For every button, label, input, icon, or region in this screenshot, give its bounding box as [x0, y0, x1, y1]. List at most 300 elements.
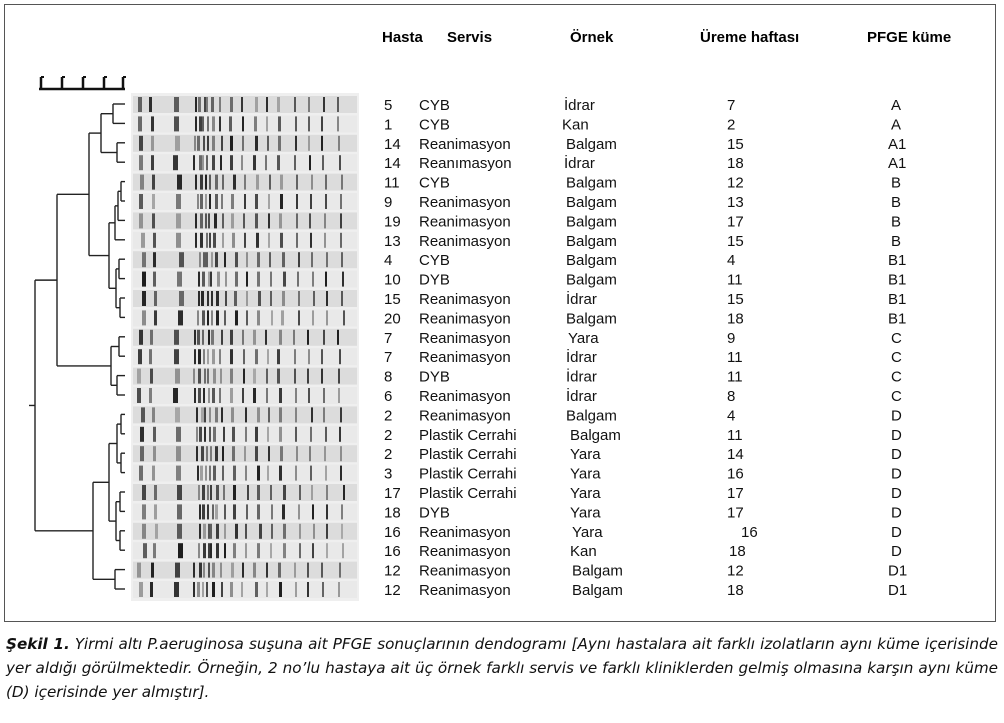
gel-lane	[133, 562, 357, 579]
gel-lane-bg	[133, 503, 357, 520]
gel-band	[255, 213, 258, 228]
cell-hasta: 2	[384, 407, 393, 425]
cell-servis: CYB	[419, 174, 450, 192]
cell-ornek: Balgam	[566, 271, 617, 289]
gel-band	[202, 155, 204, 170]
gel-band	[311, 175, 313, 190]
cell-ureme: 18	[727, 310, 744, 328]
gel-band	[142, 504, 146, 519]
gel-band	[174, 116, 179, 131]
gel-band	[215, 252, 218, 267]
gel-band	[204, 407, 206, 422]
gel-band	[341, 252, 343, 267]
gel-band	[255, 349, 258, 364]
gel-band	[230, 582, 233, 597]
gel-band	[241, 97, 243, 112]
gel-band	[221, 330, 223, 345]
cell-ureme: 15	[727, 291, 744, 308]
gel-band	[142, 272, 146, 287]
table-row	[384, 368, 902, 386]
gel-band	[193, 563, 195, 578]
header-ureme-haftasi: Üreme haftası	[700, 29, 800, 46]
cell-pfge: D	[891, 543, 902, 561]
gel-band	[340, 407, 342, 422]
gel-band	[198, 272, 200, 287]
gel-band	[142, 252, 146, 267]
gel-band	[215, 446, 218, 461]
gel-band	[230, 330, 233, 345]
gel-band	[279, 213, 282, 228]
gel-lane	[133, 387, 357, 404]
gel-band	[150, 369, 153, 384]
gel-band	[234, 291, 237, 306]
cell-ureme: 4	[727, 252, 736, 270]
gel-band	[339, 427, 341, 442]
cell-ornek: İdrar	[566, 368, 597, 386]
gel-lane	[133, 503, 357, 520]
gel-band	[296, 446, 298, 461]
gel-band	[206, 252, 208, 267]
gel-band	[324, 446, 326, 461]
table-row	[384, 485, 902, 502]
gel-band	[221, 136, 223, 151]
gel-band	[231, 213, 234, 228]
cell-ureme: 15	[727, 135, 744, 153]
cell-hasta: 3	[384, 465, 393, 483]
gel-band	[207, 369, 209, 384]
gel-band	[295, 388, 297, 403]
gel-band	[230, 97, 233, 112]
gel-band	[214, 213, 217, 228]
gel-band	[337, 116, 339, 131]
gel-band	[211, 97, 214, 112]
gel-band	[222, 213, 224, 228]
gel-band	[179, 252, 184, 267]
gel-lane-bg	[133, 115, 357, 132]
gel-band	[139, 582, 143, 597]
gel-band	[153, 252, 156, 267]
gel-band	[140, 175, 144, 190]
gel-band	[202, 504, 205, 519]
gel-lane	[133, 232, 357, 249]
table-row	[384, 136, 906, 153]
table-row	[384, 213, 901, 230]
gel-band	[244, 446, 246, 461]
cell-ureme: 16	[741, 523, 758, 541]
cell-hasta: 16	[384, 523, 401, 541]
table-row	[384, 348, 902, 366]
gel-band	[279, 582, 282, 597]
gel-band	[325, 466, 327, 481]
gel-band	[141, 407, 145, 422]
gel-band	[209, 194, 211, 209]
gel-band	[202, 582, 204, 597]
gel-band	[140, 446, 144, 461]
gel-band	[326, 291, 328, 306]
gel-lane	[133, 523, 357, 540]
gel-band	[309, 155, 311, 170]
gel-band	[313, 524, 315, 539]
cell-hasta: 15	[384, 291, 401, 308]
gel-band	[278, 116, 281, 131]
gel-band	[241, 582, 243, 597]
gel-band	[341, 504, 343, 519]
cell-ureme: 12	[727, 174, 744, 192]
cell-hasta: 19	[384, 213, 401, 231]
cell-ornek: Yara	[568, 329, 599, 347]
gel-band	[342, 272, 344, 287]
gel-band	[139, 213, 143, 228]
gel-band	[279, 466, 282, 481]
cell-pfge: B	[891, 194, 902, 211]
cell-pfge: B	[891, 213, 902, 231]
gel-band	[308, 136, 310, 151]
gel-band	[140, 427, 144, 442]
gel-band	[283, 543, 286, 558]
gel-band	[202, 310, 205, 325]
gel-band	[219, 388, 221, 403]
gel-band	[230, 388, 233, 403]
gel-band	[296, 213, 298, 228]
cell-hasta: 17	[384, 485, 401, 502]
gel-band	[278, 563, 281, 578]
caption-text: Yirmi altı P.aeruginosa suşuna ait PFGE sonuçlarının dendogramı [Aynı hastalara ait farklı izolatların aynı küme içerisinde yer aldığı görülmektedir. Örneğin, 2 no’lu hastaya ait üç örnek farklı servis ve farklı kliniklerden gelmiş olmasına karşın aynı küme (D) içerisinde yer almıştır].	[6, 635, 998, 701]
gel-band	[338, 136, 340, 151]
cell-hasta: 8	[384, 368, 393, 386]
gel-band	[212, 349, 215, 364]
cell-pfge: A1	[888, 155, 907, 173]
cell-ureme: 7	[727, 97, 736, 114]
gel-band	[325, 427, 327, 442]
cell-hasta: 7	[384, 329, 393, 347]
cell-hasta: 18	[384, 504, 401, 522]
cell-ornek: Balgam	[566, 135, 617, 153]
cell-ornek: İdrar	[564, 97, 595, 114]
gel-lane	[133, 96, 357, 113]
table-row	[384, 154, 906, 172]
cell-pfge: C	[891, 368, 902, 386]
cell-pfge: D	[891, 523, 902, 541]
gel-band	[139, 136, 143, 151]
gel-band	[298, 504, 300, 519]
cell-ornek: İdrar	[566, 349, 597, 367]
cell-servis: CYB	[419, 252, 450, 270]
cell-pfge: D	[891, 504, 902, 522]
gel-band	[339, 155, 341, 170]
gel-band	[142, 524, 146, 539]
cell-pfge: D	[891, 485, 902, 502]
gel-band	[200, 466, 203, 481]
table-row	[384, 446, 902, 463]
gel-band	[308, 116, 310, 131]
cell-hasta: 14	[384, 155, 401, 173]
gel-band	[308, 388, 310, 403]
header-hasta: Hasta	[382, 29, 423, 46]
gel-band	[152, 466, 155, 481]
gel-band	[257, 543, 260, 558]
gel-band	[174, 330, 179, 345]
gel-band	[176, 213, 181, 228]
gel-band	[229, 116, 232, 131]
gel-band	[338, 388, 340, 403]
cell-pfge: A1	[888, 135, 907, 153]
gel-band	[209, 233, 211, 248]
gel-band	[253, 388, 256, 403]
table-row	[384, 407, 902, 424]
gel-band	[311, 407, 313, 422]
gel-band	[216, 310, 219, 325]
gel-band	[269, 252, 271, 267]
gel-band	[222, 175, 224, 190]
gel-band	[198, 97, 201, 112]
table-row	[384, 466, 902, 483]
gel-lane	[133, 484, 357, 501]
gel-band	[196, 427, 198, 442]
cell-ornek: Balgam	[566, 174, 617, 192]
scale-bar	[39, 77, 126, 89]
gel-band	[206, 155, 208, 170]
gel-lane	[133, 135, 357, 152]
table-row	[384, 543, 902, 560]
cell-hasta: 10	[384, 271, 401, 289]
gel-band	[206, 446, 208, 461]
gel-band	[177, 504, 182, 519]
gel-band	[216, 485, 219, 500]
gel-lane	[133, 465, 357, 482]
gel-band	[176, 446, 181, 461]
gel-band	[199, 563, 202, 578]
gel-band	[208, 330, 210, 345]
gel-band	[212, 388, 215, 403]
cell-ureme: 17	[727, 485, 744, 502]
cell-ornek: İdrar	[566, 388, 597, 405]
cell-servis: Reanimasyon	[419, 582, 511, 599]
gel-band	[176, 194, 181, 209]
header-servis: Servis	[447, 29, 493, 46]
cell-pfge: B1	[888, 310, 907, 328]
header-ornek: Örnek	[570, 29, 614, 46]
cell-ornek: Yara	[570, 485, 601, 502]
cell-pfge: B1	[888, 291, 907, 308]
gel-band	[246, 252, 248, 267]
gel-band	[298, 310, 300, 325]
gel-band	[299, 543, 301, 558]
cell-servis: Plastik Cerrahi	[419, 485, 517, 502]
cell-servis: DYB	[419, 271, 450, 289]
gel-band	[257, 252, 260, 267]
gel-band	[295, 427, 297, 442]
cell-servis: Reanimasyon	[419, 135, 511, 153]
gel-band	[283, 485, 286, 500]
gel-band	[312, 504, 314, 519]
gel-band	[233, 504, 236, 519]
gel-band	[321, 369, 323, 384]
gel-band	[265, 330, 267, 345]
gel-band	[194, 330, 196, 345]
gel-band	[197, 466, 199, 481]
gel-band	[339, 563, 341, 578]
cell-ornek: İdrar	[566, 291, 597, 308]
gel-band	[297, 272, 299, 287]
gel-band	[199, 155, 202, 170]
gel-band	[231, 563, 234, 578]
gel-band	[323, 388, 325, 403]
gel-band	[340, 446, 342, 461]
gel-band	[207, 310, 209, 325]
gel-band	[342, 543, 344, 558]
gel-band	[203, 349, 205, 364]
gel-band	[151, 116, 154, 131]
cell-servis: Reanımasyon	[419, 155, 512, 173]
table-row	[384, 330, 902, 347]
gel-band	[255, 427, 258, 442]
gel-band	[253, 563, 256, 578]
gel-band	[197, 136, 200, 151]
gel-band	[213, 233, 216, 248]
gel-band	[322, 155, 324, 170]
gel-band	[213, 466, 216, 481]
gel-band	[199, 504, 201, 519]
cell-servis: Reanimasyon	[419, 291, 511, 308]
gel-band	[217, 272, 220, 287]
table-row	[384, 96, 901, 114]
gel-band	[137, 388, 141, 403]
cell-servis: Reanimasyon	[419, 543, 511, 561]
gel-band	[307, 582, 309, 597]
gel-band	[257, 272, 260, 287]
gel-band	[246, 504, 248, 519]
gel-band	[177, 175, 182, 190]
gel-band	[279, 427, 282, 442]
gel-band	[204, 97, 206, 112]
cell-hasta: 2	[384, 446, 393, 464]
gel-band	[195, 213, 197, 228]
gel-lane	[133, 193, 357, 210]
gel-band	[295, 116, 297, 131]
gel-band	[270, 272, 272, 287]
cell-ornek: Yara	[570, 446, 601, 464]
gel-band	[196, 407, 198, 422]
gel-band	[230, 349, 233, 364]
gel-band	[138, 97, 142, 112]
gel-band	[213, 427, 216, 442]
gel-band	[208, 272, 210, 287]
gel-band	[211, 291, 213, 306]
cell-pfge: B1	[888, 271, 907, 289]
cell-ornek: Balgam	[566, 407, 617, 425]
gel-band	[326, 252, 328, 267]
gel-band	[206, 233, 208, 248]
gel-band	[142, 310, 146, 325]
table-row	[384, 175, 901, 192]
gel-band	[207, 504, 209, 519]
gel-band	[339, 349, 341, 364]
cell-pfge: B1	[888, 252, 907, 270]
gel-band	[282, 504, 285, 519]
cell-hasta: 12	[384, 562, 401, 580]
gel-band	[245, 543, 247, 558]
gel-band	[149, 97, 152, 112]
cell-servis: Reanimasyon	[419, 310, 511, 328]
cell-pfge: D1	[888, 562, 908, 580]
gel-band	[267, 427, 269, 442]
gel-band	[246, 291, 248, 306]
gel-band	[139, 155, 143, 170]
table-row	[384, 582, 907, 599]
gel-band	[195, 175, 197, 190]
gel-band	[280, 175, 283, 190]
cell-ureme: 13	[727, 194, 744, 211]
cell-hasta: 14	[384, 135, 401, 153]
gel-band	[242, 136, 244, 151]
gel-band	[277, 155, 280, 170]
gel-band	[245, 427, 247, 442]
gel-band	[279, 330, 282, 345]
gel-band	[212, 563, 215, 578]
gel-band	[199, 524, 201, 539]
gel-band	[193, 369, 195, 384]
gel-band	[207, 291, 209, 306]
gel-band	[307, 563, 309, 578]
cell-pfge: B	[891, 232, 902, 250]
gel-band	[206, 97, 208, 112]
cell-ureme: 17	[727, 213, 744, 231]
gel-band	[340, 213, 342, 228]
gel-band	[230, 136, 233, 151]
gel-band	[213, 369, 216, 384]
cell-pfge: B	[891, 174, 902, 192]
cell-pfge: C	[891, 349, 902, 367]
gel-band	[223, 427, 225, 442]
gel-band	[308, 349, 310, 364]
gel-band	[198, 543, 200, 558]
cell-ornek: Balgam	[566, 232, 617, 250]
gel-band	[211, 330, 214, 345]
gel-band	[299, 524, 301, 539]
cell-servis: Plastik Cerrahi	[419, 426, 517, 444]
gel-band	[325, 175, 327, 190]
gel-band	[295, 407, 297, 422]
gel-band	[151, 155, 154, 170]
gel-band	[194, 349, 196, 364]
gel-band	[150, 582, 153, 597]
gel-band	[224, 310, 226, 325]
cell-pfge: D	[891, 426, 902, 444]
gel-band	[255, 136, 258, 151]
table-row	[384, 290, 906, 308]
gel-band	[207, 349, 209, 364]
gel-band	[246, 272, 248, 287]
gel-lane	[133, 271, 357, 288]
cell-pfge: A	[891, 97, 902, 114]
gel-band	[200, 233, 203, 248]
gel-band	[341, 524, 343, 539]
gel-lane-bg	[133, 309, 357, 326]
cell-ornek: Balgam	[572, 562, 623, 580]
gel-band	[231, 407, 234, 422]
gel-band	[219, 116, 221, 131]
cell-ureme: 15	[727, 232, 744, 250]
gel-band	[257, 310, 260, 325]
cell-ornek: Yara	[572, 523, 603, 541]
cell-ureme: 11	[727, 426, 743, 444]
table-row	[384, 233, 901, 250]
gel-band	[277, 97, 280, 112]
gel-band	[178, 310, 183, 325]
cell-servis: CYB	[419, 116, 450, 134]
gel-band	[296, 175, 298, 190]
cell-servis: Reanimasyon	[419, 213, 511, 231]
